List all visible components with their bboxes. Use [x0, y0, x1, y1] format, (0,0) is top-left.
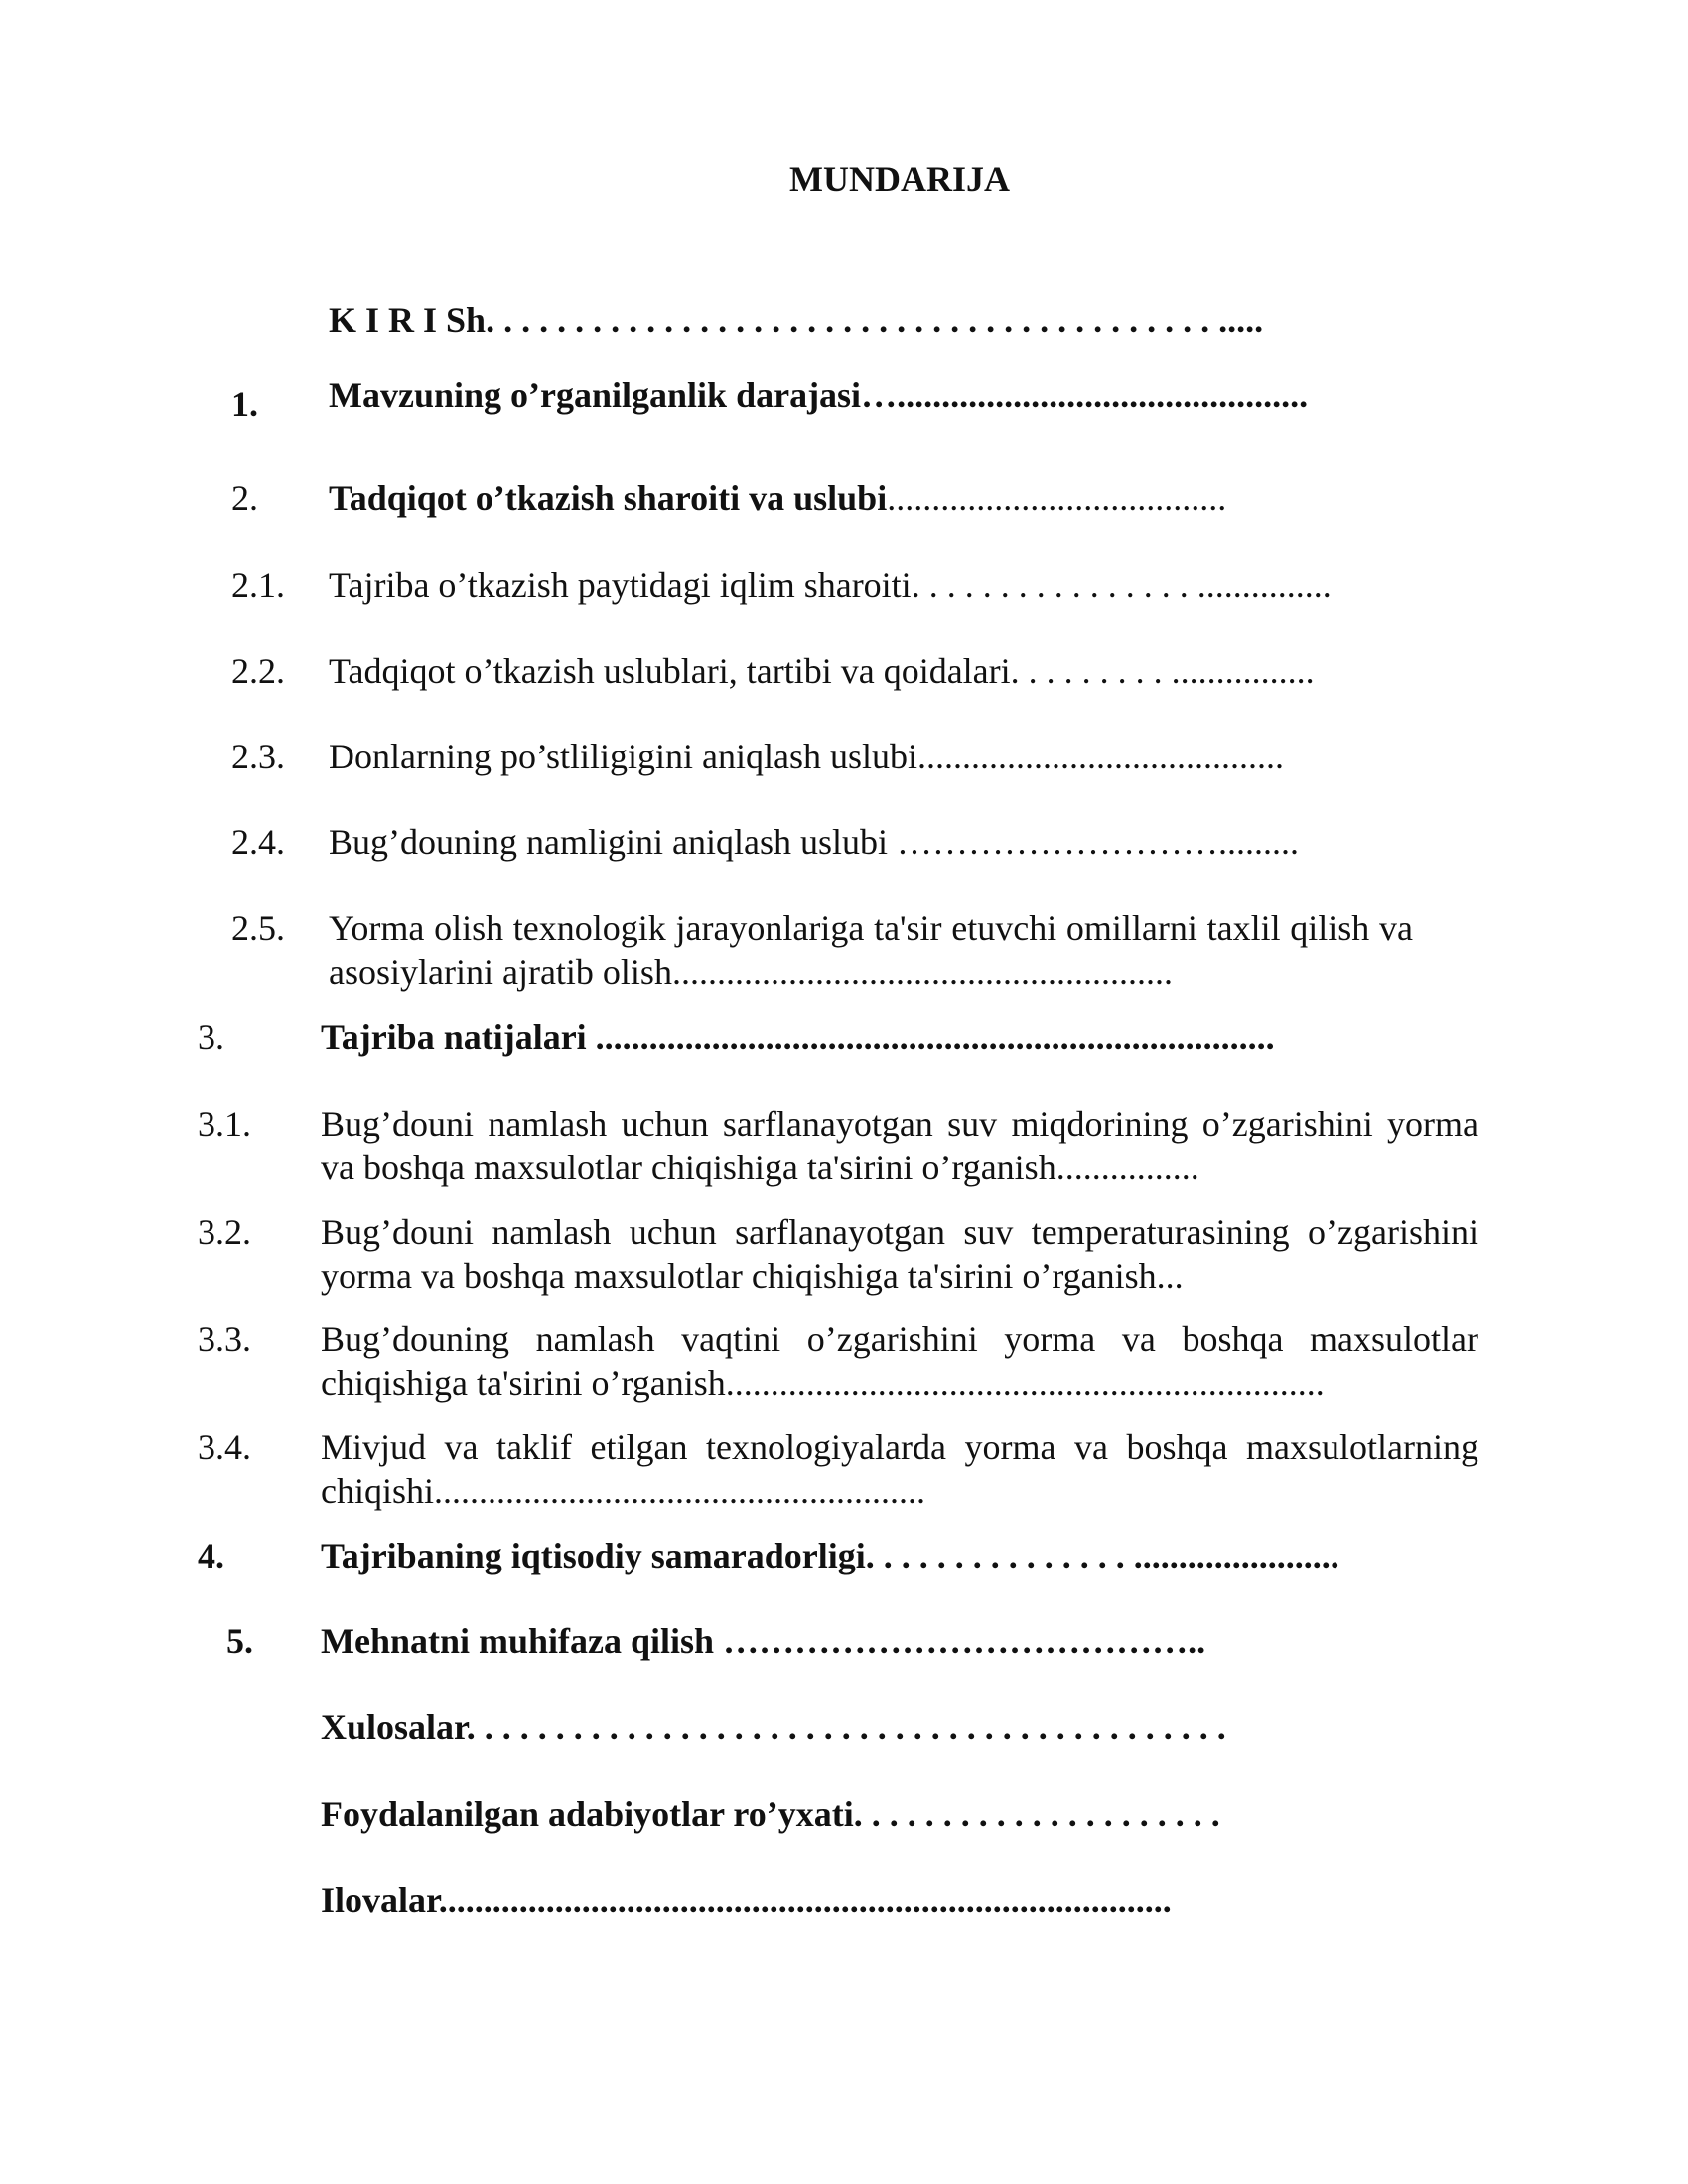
toc-entry-number: 2.4.	[231, 822, 285, 862]
toc-entry-number: 2.5.	[231, 908, 285, 948]
toc-entry-text: K I R I Sh. . . . . . . . . . . . . . . . . . . . . . . . . . . . . . . . . . . . . . . . . .....	[329, 300, 1264, 340]
toc-entry-text: Tajriba natijalari ............................................................................	[321, 1018, 1275, 1057]
toc-entry-text: Tajribaning iqtisodiy samaradorligi. . . . . . . . . . . . . . . .......................	[321, 1536, 1339, 1575]
toc-entry-number: 4.	[198, 1536, 224, 1575]
toc-entry-text-bold: Tadqiqot o’tkazish sharoiti va uslubi	[329, 478, 888, 518]
toc-entry-text: Bug’douning namligini aniqlash uslubi ……………………….........	[329, 822, 1299, 862]
toc-entry-number: 2.1.	[231, 565, 285, 605]
toc-entry-text: Yorma olish texnologik jarayonlariga ta'sir etuvchi omillarni taxlil qilish va asosiylarini ajratib olish........................................................	[329, 908, 1413, 992]
toc-entry-text: Foydalanilgan adabiyotlar ro’yxati. . . . . . . . . . . . . . . . . . . . .	[321, 1794, 1220, 1834]
toc-entry-text: Mehnatni muhifaza qilish …………………………………..	[321, 1621, 1206, 1661]
toc-entry-text: Bug’douning namlash vaqtini o’zgarishini yorma va boshqa maxsulotlar chiqishiga ta'sirini o’rganish...................................................................	[321, 1319, 1478, 1403]
toc-entry-text: Bug’douni namlash uchun sarflanayotgan suv temperaturasining o’zgarishini yorma va boshqa maxsulotlar chiqishiga ta'sirini o’rganish...	[321, 1212, 1478, 1296]
toc-entry-number: 3.1.	[198, 1104, 251, 1144]
toc-entry-number: 5.	[226, 1621, 253, 1661]
toc-entry-text: Mivjud va taklif etilgan texnologiyalarda yorma va boshqa maxsulotlarning chiqishi.......................................................	[321, 1428, 1478, 1511]
toc-entry-number: 2.	[231, 478, 258, 518]
page-title: MUNDARIJA	[789, 159, 1010, 199]
toc-entry-number: 3.4.	[198, 1428, 251, 1467]
toc-entry-text: Tadqiqot o’tkazish uslublari, tartibi va qoidalari. . . . . . . . . ................	[329, 651, 1315, 691]
toc-entry-number: 2.2.	[231, 651, 285, 691]
toc-entry-text: Xulosalar. . . . . . . . . . . . . . . . . . . . . . . . . . . . . . . . . . . . . . . . . . .	[321, 1707, 1226, 1747]
toc-entry-text: Bug’douni namlash uchun sarflanayotgan suv miqdorining o’zgarishini yorma va boshqa maxsulotlar chiqishiga ta'sirini o’rganish................	[321, 1104, 1478, 1187]
toc-entry-text-group	[329, 477, 1226, 520]
toc-entry-number: 3.3.	[198, 1319, 251, 1359]
toc-entry-text: Donlarning po’stliligigini aniqlash uslubi.........................................	[329, 737, 1284, 776]
toc-entry-number: 2.3.	[231, 737, 285, 776]
toc-entry-text: Ilovalar..................................................................................	[321, 1880, 1172, 1920]
toc-entry-leader: ......................................	[887, 478, 1227, 518]
toc-entry-text: Tajriba o’tkazish paytidagi iqlim sharoiti. . . . . . . . . . . . . . . . ...............	[329, 565, 1332, 605]
toc-entry-number: 3.2.	[198, 1212, 251, 1252]
toc-entry-number: 3.	[198, 1018, 224, 1057]
toc-entry-text: Mavzuning o’rganilganlik darajasi…..............................................	[329, 375, 1309, 415]
toc-entry-number: 1.	[231, 384, 258, 424]
